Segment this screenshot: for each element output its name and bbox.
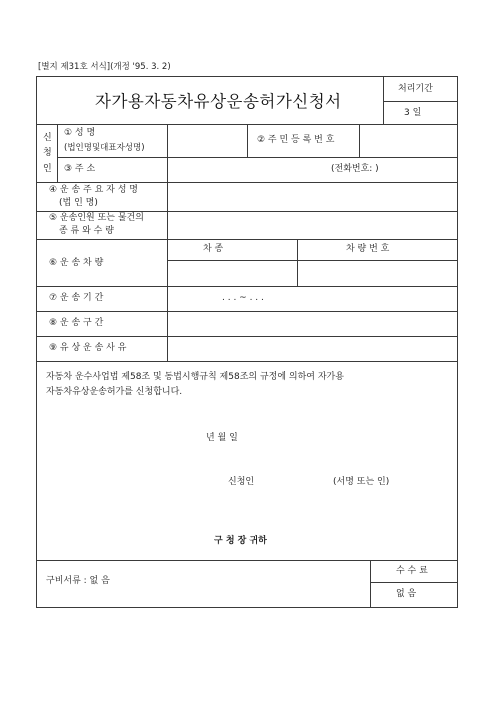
signature-placeholder: (서명 또는 인) [333,477,390,487]
plate-number-header: 차 량 번 호 [346,244,390,254]
processing-box-left [383,76,384,124]
cargo-label-1: ⑤ 운송인원 또는 물건의 [49,213,144,223]
applicant-side-2: 청 [43,148,52,158]
vehicle-type-header: 차 종 [203,244,224,254]
outer-border-top [36,76,458,77]
table-rule-6 [36,286,458,287]
office-label-2: (법 인 명) [59,198,98,208]
signer-label: 신청인 [228,477,255,487]
statement-line-1: 자동차 운수사업법 제58조 및 동법시행규칙 제58조의 규정에 의하여 자가용 [46,372,344,382]
table-rule-2 [167,157,458,158]
fee-value: 없 음 [396,589,417,599]
fee-box-left [370,560,371,608]
section-label: ⑧ 운 송 구 간 [49,318,104,328]
processing-period-label: 처리기간 [398,84,433,94]
phone-label: (전화번호: ) [331,164,379,174]
table-rule-8 [36,336,458,337]
rrn-label: ② 주 민 등 록 번 호 [257,135,335,145]
office-label-1: ④ 운 송 주 요 자 성 명 [49,185,138,195]
name-label: ① 성 명 [64,128,96,138]
cargo-label-2: 종 류 와 수 량 [59,226,114,236]
period-label: ⑦ 운 송 기 간 [49,293,104,303]
outer-border-bottom [36,607,458,608]
outer-border-right [457,76,458,608]
statement-line-2: 자동차유상운송허가를 신청합니다. [46,387,183,397]
table-rule-3 [36,182,458,183]
label-column-divider [167,124,168,361]
fee-label: 수 수 료 [396,566,428,576]
fee-box-divider [370,582,458,583]
applicant-side-divider [57,124,58,182]
applicant-side-1: 신 [43,133,52,143]
outer-border-left [36,76,37,608]
vehicle-label: ⑥ 운 송 차 량 [49,258,104,268]
table-rule-2b [57,157,167,158]
name-sublabel: (법인명및대표자성명) [64,143,145,153]
addressee: 구 청 장 귀하 [214,536,267,546]
form-number-note: [별지 제31호 서식](개정 '95. 3. 2) [38,62,171,72]
bottom-section-rule [36,560,458,561]
vehicle-divider [297,239,298,286]
applicant-side-3: 인 [43,164,52,174]
form-title: 자가용자동차유상운송허가신청서 [95,92,342,111]
processing-period-value: 3 일 [404,108,422,118]
date-line: 년 월 일 [206,433,238,443]
reason-label: ⑨ 유 상 운 송 사 유 [49,343,127,353]
attachments-note: 구비서류 : 없 음 [46,576,110,586]
table-rule-5 [36,239,458,240]
rrn-divider-left [247,124,248,157]
period-value: . . . ~ . . . [222,293,264,303]
table-rule-4 [36,211,458,212]
table-rule-5b [167,260,458,261]
processing-box-divider [383,101,457,102]
rrn-divider-right [359,124,360,157]
table-rule-7 [36,311,458,312]
table-rule-9 [36,361,458,362]
address-label: ③ 주 소 [64,164,96,174]
